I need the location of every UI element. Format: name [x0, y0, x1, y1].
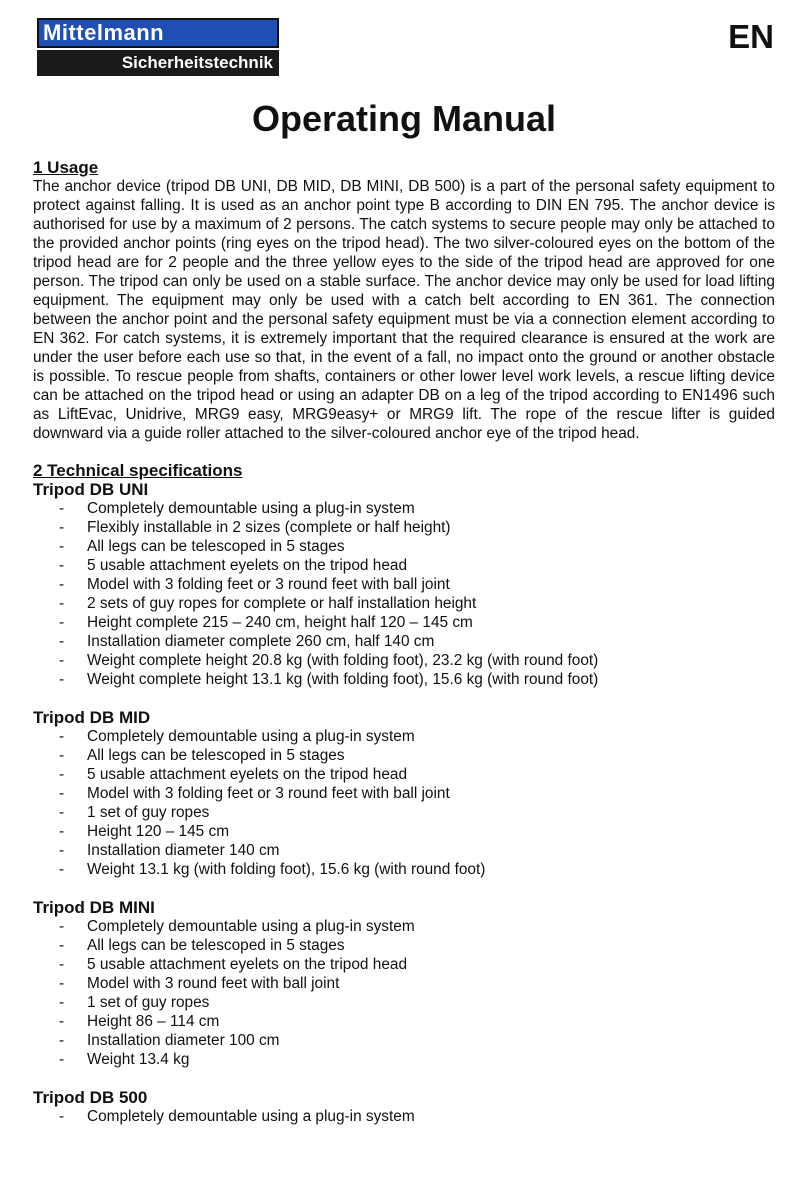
spec-item: - Model with 3 folding feet or 3 round feet with ball joint: [33, 575, 775, 594]
spec-item: - 5 usable attachment eyelets on the tripod head: [33, 556, 775, 575]
spec-group-uni: [33, 480, 775, 689]
language-code: EN: [728, 18, 774, 55]
section-usage-body: The anchor device (tripod DB UNI, DB MID, DB MINI, DB 500) is a part of the personal safety equipment to protect against falling. It is used as an anchor point type B according to DIN EN 795. The anchor device is authorised for use by a maximum of 2 persons. The catch systems to secure people may only be attached to the provided anchor points (ring eyes on the tripod head). The two silver-coloured eyes on the bottom of the tripod head are for 2 people and the three yellow eyes to the side of the tripod head are approved for one person. The tripod can only be used on a stable surface. The anchor device may only be used for load lifting equipment. The equipment may only be used with a catch belt according to EN 361. The connection between the anchor point and the personal safety equipment must be via a connection element according to EN 362. For catch systems, it is extremely important that the required clearance is ensured at the work are under the user before each use so that, in the event of a fall, no impact onto the ground or another obstacle is possible. To rescue people from shafts, containers or other lower level work levels, a rescue lifting device can be attached on the tripod head or using an adapter DB on a leg of the tripod according to EN1496 such as LiftEvac, Unidrive, MRG9 easy, MRG9easy+ or MRG9 lift. The rope of the rescue lifter is guided downward via a guide roller attached to the silver-coloured anchor eye of the tripod head.: [33, 178, 775, 442]
spec-group-mid: [33, 708, 775, 879]
manual-content: [33, 158, 775, 1126]
spec-group-mini: [33, 898, 775, 1069]
spec-list: [33, 1107, 775, 1126]
page-title: Operating Manual: [251, 98, 557, 139]
spec-item: - Weight 13.1 kg (with folding foot), 15.6 kg (with round foot): [33, 860, 775, 879]
spec-item: - Weight complete height 13.1 kg (with folding foot), 15.6 kg (with round foot): [33, 670, 775, 689]
spec-item: - 5 usable attachment eyelets on the tripod head: [33, 765, 775, 784]
spec-item: - Installation diameter complete 260 cm, half 140 cm: [33, 632, 775, 651]
logo-top-text: Mittelmann: [37, 18, 279, 48]
spec-item: - Installation diameter 100 cm: [33, 1031, 775, 1050]
spec-item: - Height 120 – 145 cm: [33, 822, 775, 841]
spec-item: - Model with 3 folding feet or 3 round feet with ball joint: [33, 784, 775, 803]
spec-item: - Flexibly installable in 2 sizes (complete or half height): [33, 518, 775, 537]
spec-list: [33, 499, 775, 689]
company-logo: [37, 18, 279, 76]
logo-bottom-text: Sicherheitstechnik: [37, 50, 279, 76]
spec-item: - Installation diameter 140 cm: [33, 841, 775, 860]
spec-item: - Height complete 215 – 240 cm, height half 120 – 145 cm: [33, 613, 775, 632]
spec-list: [33, 917, 775, 1069]
spec-item: - Completely demountable using a plug-in system: [33, 1107, 775, 1126]
spec-list: [33, 727, 775, 879]
spec-item: - All legs can be telescoped in 5 stages: [33, 746, 775, 765]
spec-item: - 1 set of guy ropes: [33, 993, 775, 1012]
section-specs-heading: 2 Technical specifications: [33, 461, 243, 480]
spec-item: - All legs can be telescoped in 5 stages: [33, 936, 775, 955]
spec-item: - 5 usable attachment eyelets on the tripod head: [33, 955, 775, 974]
spec-item: - All legs can be telescoped in 5 stages: [33, 537, 775, 556]
spec-item: - Completely demountable using a plug-in system: [33, 499, 775, 518]
spec-item: - Completely demountable using a plug-in system: [33, 727, 775, 746]
spec-item: - Model with 3 round feet with ball joint: [33, 974, 775, 993]
spec-item: - Weight 13.4 kg: [33, 1050, 775, 1069]
spec-item: - Height 86 – 114 cm: [33, 1012, 775, 1031]
spec-group-title: Tripod DB UNI: [33, 480, 149, 499]
spec-item: - 2 sets of guy ropes for complete or half installation height: [33, 594, 775, 613]
spec-group-title: Tripod DB 500: [33, 1088, 148, 1107]
spec-group-db500: [33, 1088, 775, 1126]
spec-item: - Weight complete height 20.8 kg (with folding foot), 23.2 kg (with round foot): [33, 651, 775, 670]
section-usage-heading: 1 Usage: [33, 158, 99, 177]
spec-item: - Completely demountable using a plug-in system: [33, 917, 775, 936]
spec-group-title: Tripod DB MID: [33, 708, 151, 727]
spec-item: - 1 set of guy ropes: [33, 803, 775, 822]
spec-group-title: Tripod DB MINI: [33, 898, 155, 917]
